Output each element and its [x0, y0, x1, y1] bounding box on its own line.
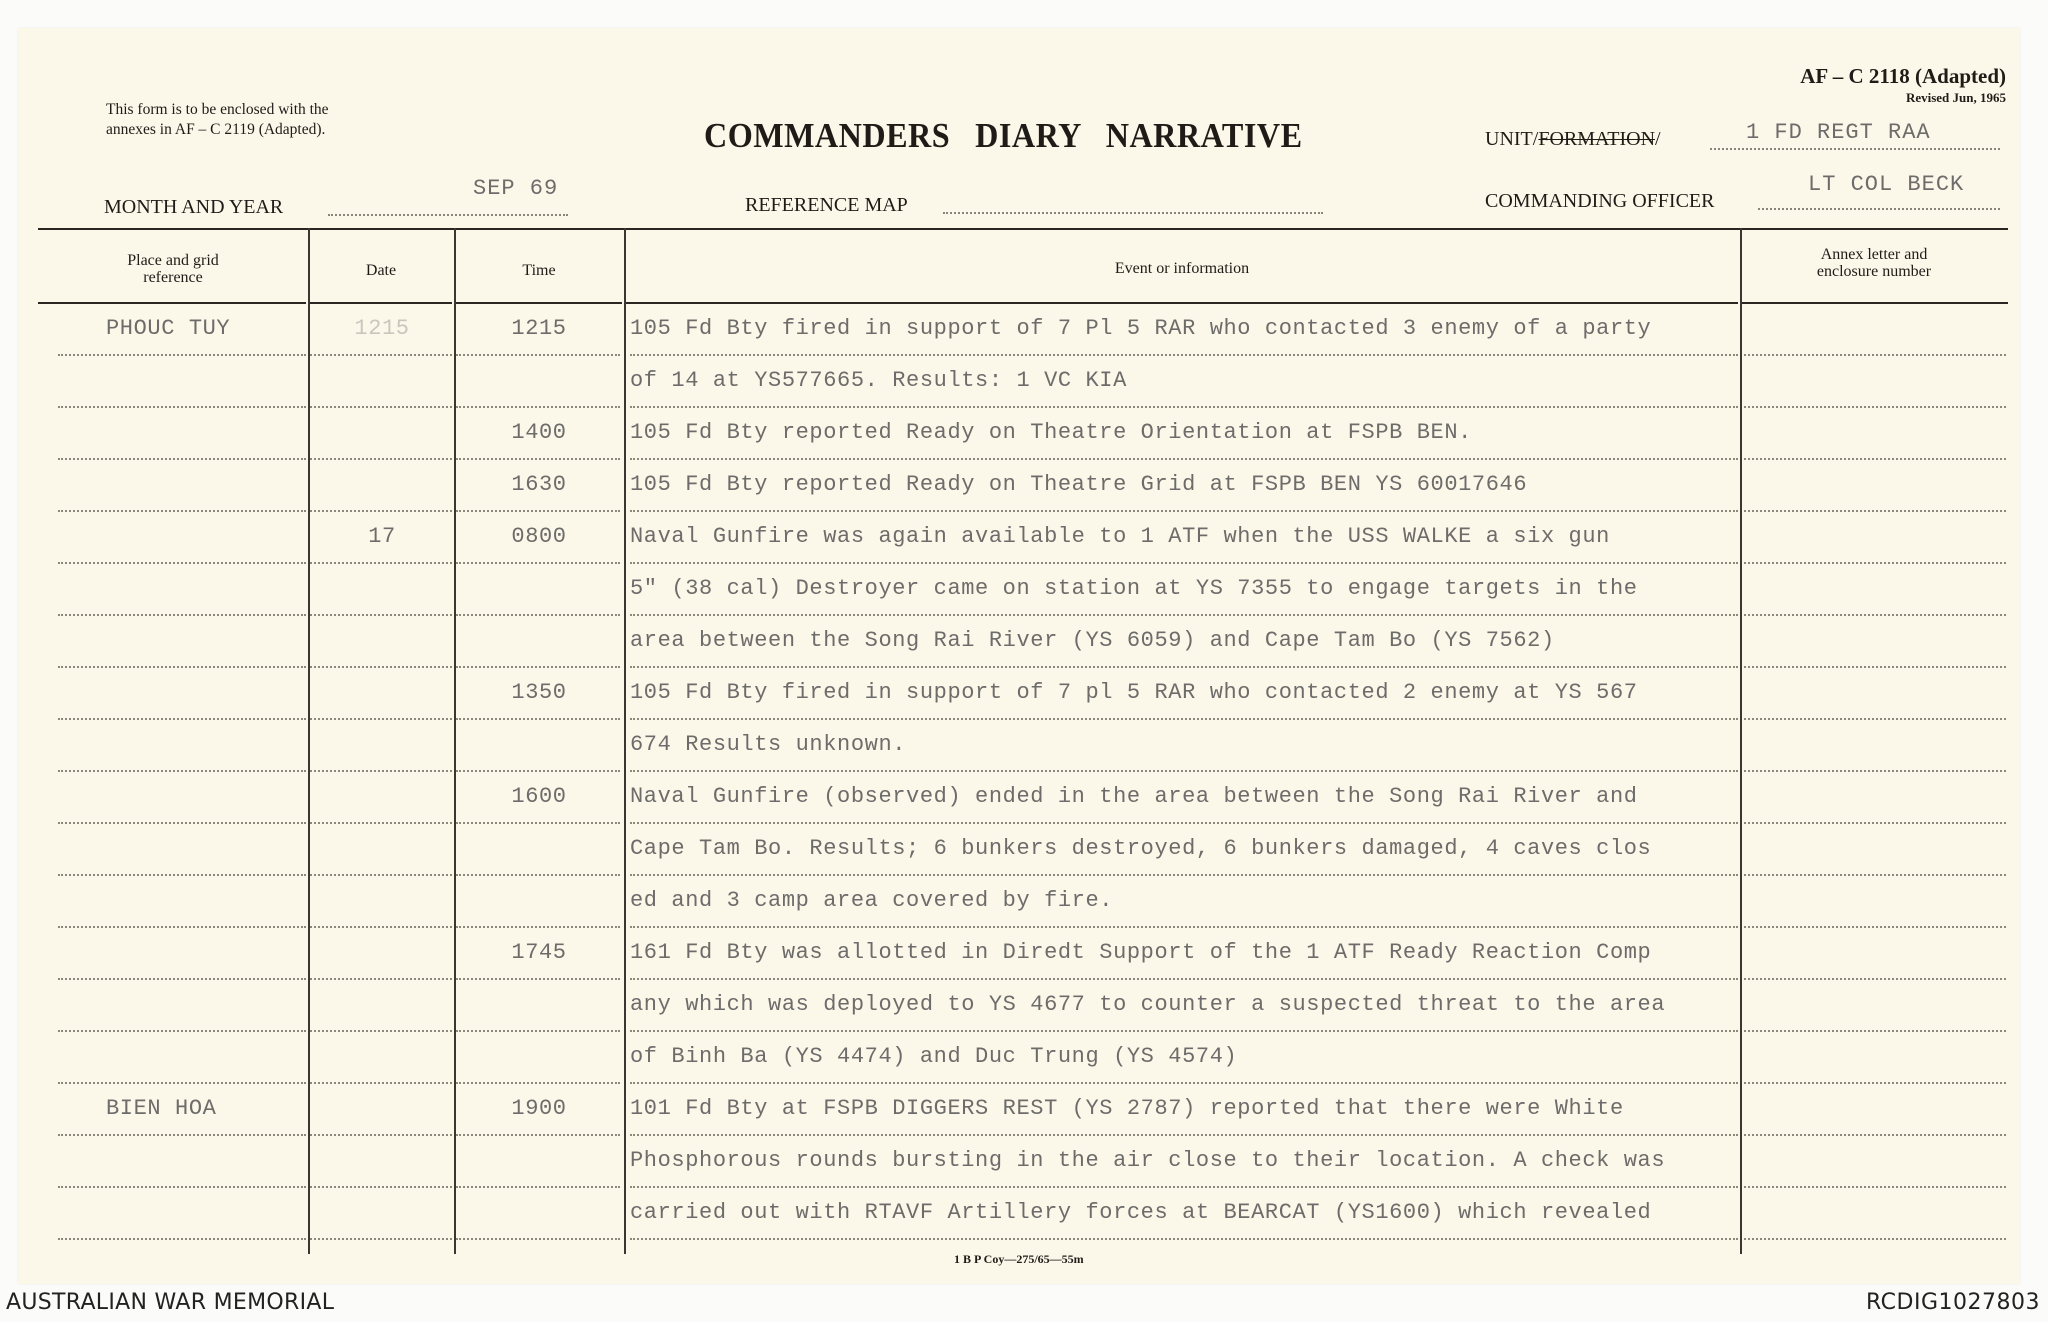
cell-event: of Binh Ba (YS 4474) and Duc Trung (YS 4574)	[630, 1044, 1238, 1069]
row-dotted-rule	[630, 1238, 1738, 1240]
table-row	[38, 668, 2008, 720]
printer-imprint: 1 B P Coy—275/65—55m	[954, 1252, 1084, 1266]
unit-label-suffix: /	[1655, 128, 1661, 150]
cell-time: 0800	[511, 524, 567, 549]
cell-event: 105 Fd Bty reported Ready on Theatre Orientation at FSPB BEN.	[630, 420, 1472, 445]
unit-label-prefix: UNIT/	[1485, 128, 1539, 150]
reference-map-label: REFERENCE MAP	[745, 194, 908, 216]
instruction-line-1: This form is to be enclosed with the	[106, 101, 329, 118]
header-place-line-1: Place and grid	[127, 252, 219, 269]
cell-event: Naval Gunfire was again available to 1 ATF when the USS WALKE a six gun	[630, 524, 1610, 549]
table-row	[38, 720, 2008, 772]
form-number: AF – C 2118 (Adapted)	[1800, 64, 2006, 88]
unit-value: 1 FD REGT RAA	[1746, 120, 1931, 145]
header-place-line-2: reference	[143, 269, 203, 286]
table-row	[38, 928, 2008, 980]
table-row	[38, 512, 2008, 564]
header-annex-line-1: Annex letter and	[1820, 246, 1928, 263]
table-row	[38, 1084, 2008, 1136]
unit-formation-label	[1485, 128, 1661, 151]
commanding-officer-field-line	[1758, 208, 2000, 210]
cell-event: ed and 3 camp area covered by fire.	[630, 888, 1114, 913]
unit-field-line	[1710, 148, 2000, 150]
header-place	[38, 252, 308, 286]
table-row	[38, 824, 2008, 876]
table-row	[38, 408, 2008, 460]
header-annex-line-2: enclosure number	[1816, 263, 1932, 280]
watermark-right: RCDIG1027803	[1865, 1290, 2040, 1315]
cell-date: 17	[368, 524, 396, 549]
cell-time: 1400	[511, 420, 567, 445]
commanding-officer-value: LT COL BECK	[1808, 172, 1965, 197]
month-year-value: SEP 69	[473, 176, 559, 201]
table-row	[38, 772, 2008, 824]
table-row	[38, 356, 2008, 408]
cell-time: 1350	[511, 680, 567, 705]
header-annex	[1740, 246, 2008, 280]
cell-place: BIEN HOA	[106, 1096, 217, 1121]
row-dotted-rule	[1744, 1238, 2006, 1240]
table-row	[38, 616, 2008, 668]
header-event: Event or information	[1114, 260, 1250, 277]
cell-place: PHOUC TUY	[106, 316, 231, 341]
cell-event: 105 Fd Bty reported Ready on Theatre Grid at FSPB BEN YS 60017646	[630, 472, 1528, 497]
cell-event: carried out with RTAVF Artillery forces at BEARCAT (YS1600) which revealed	[630, 1200, 1652, 1225]
header-date: Date	[365, 262, 397, 279]
table-row	[38, 1032, 2008, 1084]
commanding-officer-label: COMMANDING OFFICER	[1485, 190, 1715, 212]
table-row	[38, 876, 2008, 928]
month-year-field-line	[328, 214, 568, 216]
cell-event: 161 Fd Bty was allotted in Diredt Support of the 1 ATF Ready Reaction Comp	[630, 940, 1652, 965]
table-row	[38, 1188, 2008, 1240]
header-time: Time	[522, 262, 556, 279]
cell-time: 1630	[511, 472, 567, 497]
form-instruction	[106, 100, 329, 140]
form-sheet	[18, 28, 2020, 1284]
cell-time: 1900	[511, 1096, 567, 1121]
form-revision-date: Revised Jun, 1965	[1905, 90, 2006, 105]
cell-event: Phosphorous rounds bursting in the air close to their location. A check was	[630, 1148, 1666, 1173]
instruction-line-2: annexes in AF – C 2119 (Adapted).	[106, 121, 326, 138]
table-row	[38, 460, 2008, 512]
table-row	[38, 1136, 2008, 1188]
cell-event: 674 Results unknown.	[630, 732, 907, 757]
cell-event: 5" (38 cal) Destroyer came on station at YS 7355 to engage targets in the	[630, 576, 1638, 601]
cell-event: area between the Song Rai River (YS 6059) and Cape Tam Bo (YS 7562)	[630, 628, 1555, 653]
cell-time: 1745	[511, 940, 567, 965]
reference-map-field-line	[943, 212, 1323, 214]
table-row	[38, 304, 2008, 356]
month-year-label: MONTH AND YEAR	[104, 196, 284, 218]
cell-time: 1600	[511, 784, 567, 809]
table-row	[38, 564, 2008, 616]
cell-event: 105 Fd Bty fired in support of 7 pl 5 RAR who contacted 2 enemy at YS 567	[630, 680, 1638, 705]
form-title: COMMANDERS DIARY NARRATIVE	[704, 116, 1303, 155]
table-top-rule	[38, 228, 2008, 230]
cell-event: 101 Fd Bty at FSPB DIGGERS REST (YS 2787) reported that there were White	[630, 1096, 1624, 1121]
row-dotted-rule	[58, 1238, 306, 1240]
unit-label-struck: FORMATION	[1538, 128, 1656, 150]
row-dotted-rule	[310, 1238, 452, 1240]
table-row	[38, 980, 2008, 1032]
watermark-left: AUSTRALIAN WAR MEMORIAL	[6, 1290, 335, 1315]
cell-event: 105 Fd Bty fired in support of 7 Pl 5 RAR who contacted 3 enemy of a party	[630, 316, 1652, 341]
cell-event: any which was deployed to YS 4677 to counter a suspected threat to the area	[630, 992, 1666, 1017]
cell-event: of 14 at YS577665. Results: 1 VC KIA	[630, 368, 1127, 393]
cell-time: 1215	[511, 316, 567, 341]
cell-date: 1215	[354, 316, 410, 341]
cell-event: Naval Gunfire (observed) ended in the area between the Song Rai River and	[630, 784, 1638, 809]
row-dotted-rule	[456, 1238, 620, 1240]
cell-event: Cape Tam Bo. Results; 6 bunkers destroyed, 6 bunkers damaged, 4 caves clos	[630, 836, 1652, 861]
